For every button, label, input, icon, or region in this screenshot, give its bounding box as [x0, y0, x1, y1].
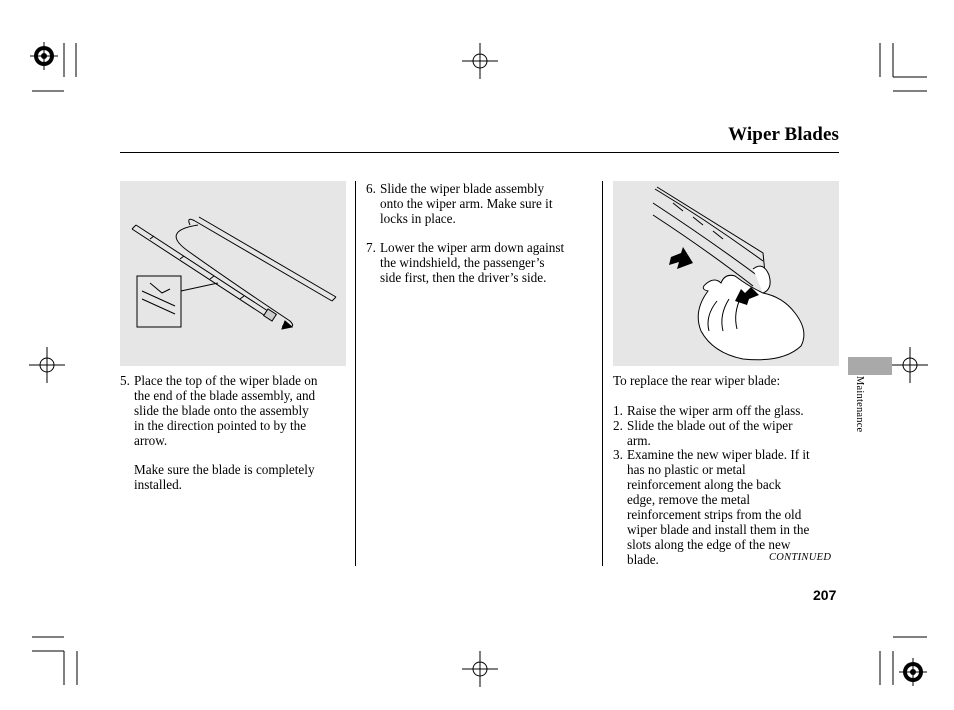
step-line: slots along the edge of the new	[627, 537, 791, 552]
step-line: Examine the new wiper blade. If it	[627, 447, 810, 462]
step-line: onto the wiper arm. Make sure it	[380, 196, 553, 211]
step-line: Slide the wiper blade assembly	[380, 181, 545, 196]
step-line: arrow.	[134, 433, 168, 448]
page-number: 207	[813, 587, 837, 603]
step-line: Slide the blade out of the wiper	[627, 418, 793, 433]
step-line: arm.	[627, 433, 651, 448]
note-line: Make sure the blade is completely	[134, 462, 315, 477]
continued-label: CONTINUED	[769, 552, 832, 563]
step-line: Raise the wiper arm off the glass.	[627, 403, 804, 418]
section-tab-label: Maintenance	[854, 376, 865, 433]
crop-mark-top-right	[880, 43, 927, 91]
step-number: 1.	[613, 403, 623, 418]
crop-mark-bottom-left	[32, 637, 77, 685]
registration-cross-top-center	[462, 43, 498, 79]
step-line: the windshield, the passenger’s	[380, 255, 545, 270]
column-divider-left	[355, 181, 356, 566]
step-line: side first, then the driver’s side.	[380, 270, 547, 285]
wiper-blade-drawing	[120, 181, 346, 366]
registration-cross-bottom-center	[462, 651, 498, 687]
step-line: wiper blade and install them in the	[627, 522, 810, 537]
step-5-note	[134, 462, 354, 492]
step-line: in the direction pointed to by the	[134, 418, 307, 433]
registration-cross-mid-right	[892, 347, 928, 383]
step-line: locks in place.	[380, 211, 456, 226]
registration-target-bottom-right	[899, 658, 927, 686]
step-line: reinforcement strips from the old	[627, 507, 802, 522]
registration-cross-mid-left	[29, 347, 65, 383]
column-divider-right	[602, 181, 603, 566]
step-line: Lower the wiper arm down against	[380, 240, 565, 255]
registration-target-top-left	[30, 42, 58, 70]
header-rule	[120, 152, 839, 153]
step-number: 6.	[366, 181, 376, 196]
step-line: has no plastic or metal	[627, 462, 746, 477]
rear-wiper-removal-illustration	[613, 181, 839, 366]
section-tab	[848, 357, 892, 375]
step-line: edge, remove the metal	[627, 492, 751, 507]
step-number: 5.	[120, 373, 130, 388]
step-number: 2.	[613, 418, 623, 433]
note-line: installed.	[134, 477, 182, 492]
step-number: 7.	[366, 240, 376, 255]
arrow-right-icon	[669, 247, 693, 269]
rear-wiper-intro: To replace the rear wiper blade:	[613, 373, 781, 388]
step-line: reinforcement along the back	[627, 477, 782, 492]
step-number: 3.	[613, 447, 623, 462]
step-line: the end of the blade assembly, and	[134, 388, 316, 403]
step-line: Place the top of the wiper blade on	[134, 373, 318, 388]
step-line: blade.	[627, 552, 659, 567]
wiper-blade-insert-illustration	[120, 181, 346, 366]
page-title: Wiper Blades	[728, 124, 839, 145]
step-line: slide the blade onto the assembly	[134, 403, 309, 418]
rear-wiper-drawing	[613, 181, 839, 366]
